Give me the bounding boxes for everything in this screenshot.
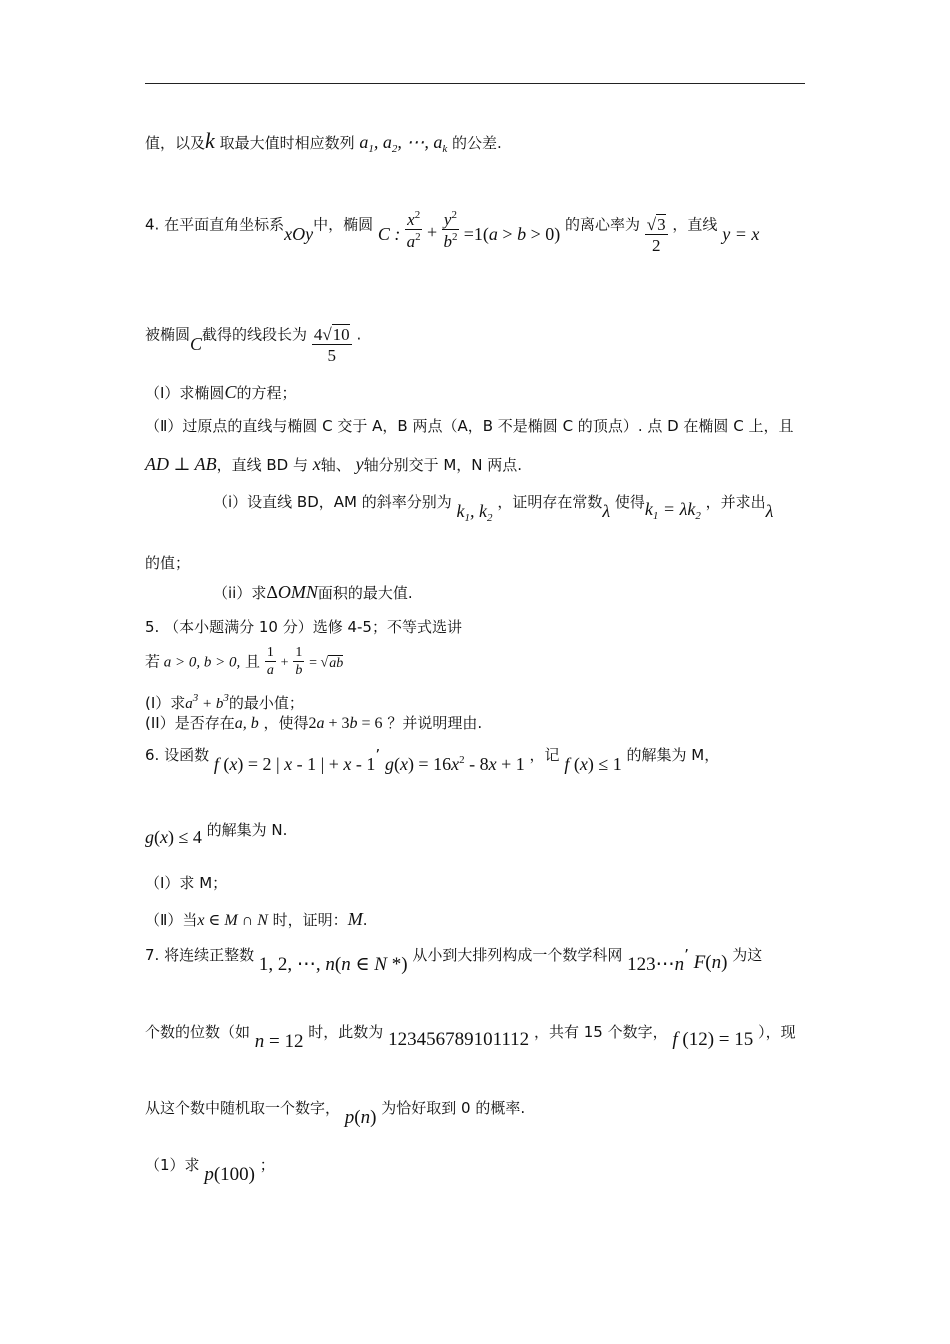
problem-7-cont: 个数的位数（如 n = 12 时，此数为 123456789101112 ，共有 15 个数字， f (12) = 15 ），现 <box>145 1023 796 1052</box>
header-rule <box>145 83 805 84</box>
problem-4-part2-cont: AD ⊥ AB，直线 BD 与 x轴、 y轴分别交于 M，N 两点. <box>145 454 523 474</box>
problem-4-sub-i-cont: 的值； <box>145 554 191 572</box>
problem-6-part2: （Ⅱ）当x ∈ M ∩ N 时，证明：M. <box>145 909 368 929</box>
problem-4-part2: （Ⅱ）过原点的直线与椭圆 C 交于 A，B 两点（A，B 不是椭圆 C 的顶点）. 点 D 在椭圆 C 上，且 <box>145 417 794 435</box>
problem-5-part1: (I）求$a^3 + b^3$的最小值； <box>145 692 304 712</box>
text-line: 值，以及k 取最大值时相应数列 $a_1$, $a_2$, ⋯, $a_k$ 的公差. <box>145 128 502 155</box>
problem-5: 5. （本小题满分 10 分）选修 4-5；不等式选讲 <box>145 618 462 636</box>
problem-4: 4. 在平面直角坐标系xOy中，椭圆 C : $\frac{x^2}{a^2}$ + $\frac{y^2}{b^2}$ =1(a > b > 0) 的离心率为 $\frac{√3}{2}$ ，直线 y = x <box>145 209 760 255</box>
problem-4-sub-ii: （ii）求ΔOMN面积的最大值. <box>213 582 413 602</box>
problem-6-part1: （Ⅰ）求 M； <box>145 874 228 892</box>
problem-6: 6. 设函数 f (x) = 2 | x - 1 | + x - 1’ $g(x) = 16x^2 - 8x + 1$ ，记 f (x) ≤ 1 的解集为 M， <box>145 746 720 774</box>
problem-5-part2: (II）是否存在a, b ，使得2a + 3b = 6 ？并说明理由. <box>145 714 483 732</box>
problem-4-cont: 被椭圆C截得的线段长为 $\frac{4√10}{5}$ . <box>145 325 362 365</box>
problem-7-cont2: 从这个数中随机取一个数字， p(n) 为恰好取到 0 的概率. <box>145 1099 526 1128</box>
problem-4-sub-i: （i）设直线 BD，AM 的斜率分别为 $k_1$, $k_2$ ，证明存在常数λ 使得$k_1 = \lambda k_2$ ，并求出λ <box>213 493 774 524</box>
problem-5-cond: 若 a > 0, b > 0, 且 $\frac{1}{a}$ + $\frac{1}{b}$ = √ab <box>145 645 344 678</box>
problem-4-part1: （Ⅰ）求椭圆C的方程； <box>145 382 297 402</box>
problem-7-part1: （1）求 p(100) ； <box>145 1156 275 1185</box>
problem-7: 7. 将连续正整数 1, 2, ⋯, n(n ∈ N *) 从小到大排列构成一个数学科网 123⋯n’ F(n) 为这 <box>145 946 763 975</box>
problem-6-cont: g(x) ≤ 4 的解集为 N. <box>145 821 288 847</box>
